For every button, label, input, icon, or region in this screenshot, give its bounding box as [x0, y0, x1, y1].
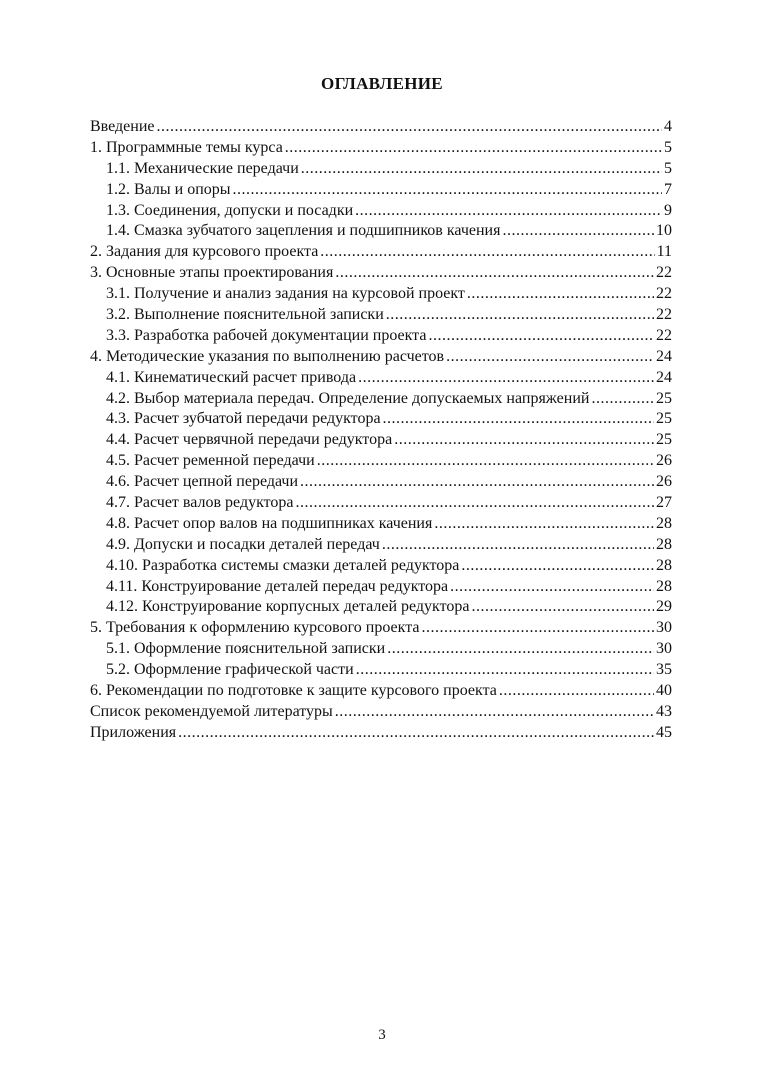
toc-entry-title: 3.3. Разработка рабочей документации проекта: [106, 326, 427, 344]
toc-entry[interactable]: [90, 451, 672, 472]
toc-entry-title: 4.6. Расчет цепной передачи: [106, 473, 299, 491]
toc-entry-page: 22: [656, 285, 672, 303]
toc-entry-page: 10: [656, 222, 672, 240]
toc-dot-leader: [301, 159, 662, 180]
toc-dot-leader: [499, 681, 654, 702]
toc-entry[interactable]: [90, 472, 672, 493]
toc-dot-leader: [467, 284, 654, 305]
toc-dot-leader: [446, 347, 654, 368]
toc-entry-page: 22: [656, 326, 672, 344]
toc-dot-leader: [383, 409, 654, 430]
toc-dot-leader: [300, 472, 654, 493]
toc-entry-page: 40: [656, 682, 672, 700]
toc-entry-page: 25: [656, 410, 672, 428]
toc-entry[interactable]: [90, 305, 672, 326]
toc-dot-leader: [461, 556, 654, 577]
toc-entry[interactable]: [90, 535, 672, 556]
toc-entry-page: 24: [656, 368, 672, 386]
toc-entry[interactable]: [90, 577, 672, 598]
toc-dot-leader: [358, 368, 654, 389]
toc-entry-page: 26: [656, 473, 672, 491]
toc-dot-leader: [591, 389, 654, 410]
toc-entry[interactable]: [90, 639, 672, 660]
toc-entry-title: 4.9. Допуски и посадки деталей передач: [106, 535, 380, 553]
toc-entry-title: 5.2. Оформление графической части: [106, 661, 354, 679]
toc-entry-title: 5. Требования к оформлению курсового проекта: [90, 619, 420, 637]
toc-entry-title: 1.1. Механические передачи: [106, 159, 299, 177]
toc-entry[interactable]: [90, 702, 672, 723]
toc-entry[interactable]: [90, 201, 672, 222]
toc-entry-page: 45: [656, 723, 672, 741]
toc-entry[interactable]: [90, 180, 672, 201]
toc-entry-title: 3.1. Получение и анализ задания на курсовой проект: [106, 285, 465, 303]
toc-dot-leader: [355, 201, 662, 222]
toc-entry[interactable]: [90, 660, 672, 681]
toc-entry-title: 4.10. Разработка системы смазки деталей редуктора: [106, 556, 460, 574]
toc-dot-leader: [471, 597, 654, 618]
toc-entry-title: 1.2. Валы и опоры: [106, 180, 231, 198]
toc-entry[interactable]: [90, 618, 672, 639]
toc-entry-title: Список рекомендуемой литературы: [90, 702, 333, 720]
toc-entry-page: 25: [656, 389, 672, 407]
toc-entry-page: 30: [656, 619, 672, 637]
toc-entry-page: 4: [664, 118, 672, 135]
toc-entry-page: 24: [656, 347, 672, 365]
toc-entry-title: 4.8. Расчет опор валов на подшипниках качения: [106, 514, 433, 532]
toc-entry-title: 6. Рекомендации по подготовке к защите курсового проекта: [90, 682, 497, 700]
toc-entry-page: 28: [656, 556, 672, 574]
toc-entry-page: 28: [656, 577, 672, 595]
toc-entry-title: Введение: [90, 118, 155, 135]
toc-entry[interactable]: [90, 493, 672, 514]
toc-dot-leader: [502, 221, 654, 242]
toc-entry[interactable]: [90, 242, 672, 263]
toc-entry-page: 9: [664, 201, 672, 219]
toc-entry-page: 43: [656, 702, 672, 720]
toc-entry[interactable]: [90, 221, 672, 242]
toc-entry-title: 3. Основные этапы проектирования: [90, 264, 334, 282]
toc-entry[interactable]: [90, 430, 672, 451]
toc-dot-leader: [233, 180, 662, 201]
toc-dot-leader: [320, 242, 654, 263]
toc-dot-leader: [157, 117, 663, 138]
toc-entry[interactable]: [90, 409, 672, 430]
toc-dot-leader: [317, 451, 654, 472]
toc-entry[interactable]: [90, 284, 672, 305]
toc-entry[interactable]: [90, 326, 672, 347]
toc-entry-title: 1.4. Смазка зубчатого зацепления и подшипников качения: [106, 222, 501, 240]
toc-entry-title: 4.12. Конструирование корпусных деталей редуктора: [106, 598, 470, 616]
toc-entry[interactable]: [90, 389, 672, 410]
toc-entry-title: 4. Методические указания по выполнению расчетов: [90, 347, 445, 365]
toc-entry-title: 4.4. Расчет червячной передачи редуктора: [106, 431, 393, 449]
toc-dot-leader: [450, 577, 654, 598]
toc-dot-leader: [382, 535, 654, 556]
toc-entry-title: 4.11. Конструирование деталей передач редуктора: [106, 577, 449, 595]
table-of-contents: [90, 117, 672, 744]
toc-entry-title: 4.7. Расчет валов редуктора: [106, 494, 294, 512]
toc-dot-leader: [394, 430, 654, 451]
toc-entry[interactable]: [90, 514, 672, 535]
toc-entry-page: 5: [664, 138, 672, 156]
toc-entry-page: 25: [656, 431, 672, 449]
toc-dot-leader: [178, 723, 654, 744]
toc-entry[interactable]: [90, 681, 672, 702]
toc-dot-leader: [387, 639, 654, 660]
toc-entry-page: 11: [656, 243, 672, 261]
toc-entry-title: 4.1. Кинематический расчет привода: [106, 368, 357, 386]
toc-entry-title: 5.1. Оформление пояснительной записки: [106, 640, 386, 658]
toc-entry-title: 4.2. Выбор материала передач. Определение допускаемых напряжений: [106, 389, 590, 407]
toc-entry[interactable]: [90, 138, 672, 159]
toc-dot-leader: [428, 326, 654, 347]
toc-entry-page: 28: [656, 535, 672, 553]
toc-dot-leader: [386, 305, 654, 326]
toc-dot-leader: [296, 493, 654, 514]
toc-dot-leader: [356, 660, 654, 681]
toc-entry[interactable]: [90, 347, 672, 368]
page-number: 3: [378, 1027, 386, 1043]
toc-dot-leader: [434, 514, 654, 535]
toc-entry[interactable]: [90, 723, 672, 744]
toc-entry-title: 1. Программные темы курса: [90, 138, 283, 156]
toc-entry[interactable]: [90, 597, 672, 618]
page-title: ОГЛАВЛЕНИЕ: [321, 74, 443, 93]
toc-entry-page: 30: [656, 640, 672, 658]
toc-entry-page: 28: [656, 514, 672, 532]
toc-entry-title: 1.3. Соединения, допуски и посадки: [106, 201, 354, 219]
toc-entry-page: 29: [656, 598, 672, 616]
toc-entry[interactable]: [90, 159, 672, 180]
toc-entry-title: 2. Задания для курсового проекта: [90, 243, 319, 261]
toc-entry-page: 5: [664, 159, 672, 177]
toc-dot-leader: [335, 702, 654, 723]
toc-entry[interactable]: [90, 263, 672, 284]
toc-entry-title: 4.5. Расчет ременной передачи: [106, 452, 315, 470]
toc-entry-title: Приложения: [90, 723, 177, 741]
toc-entry-page: 27: [656, 494, 672, 512]
toc-dot-leader: [335, 263, 654, 284]
toc-entry-page: 22: [656, 264, 672, 282]
toc-entry-page: 26: [656, 452, 672, 470]
toc-dot-leader: [422, 618, 655, 639]
toc-entry-page: 22: [656, 306, 672, 324]
toc-entry[interactable]: [90, 368, 672, 389]
toc-entry-title: 4.3. Расчет зубчатой передачи редуктора: [106, 410, 381, 428]
toc-dot-leader: [285, 138, 662, 159]
toc-entry-page: 35: [656, 661, 672, 679]
toc-entry-page: 7: [664, 180, 672, 198]
toc-entry[interactable]: [90, 556, 672, 577]
toc-entry-title: 3.2. Выполнение пояснительной записки: [106, 306, 384, 324]
toc-entry[interactable]: [90, 117, 672, 138]
